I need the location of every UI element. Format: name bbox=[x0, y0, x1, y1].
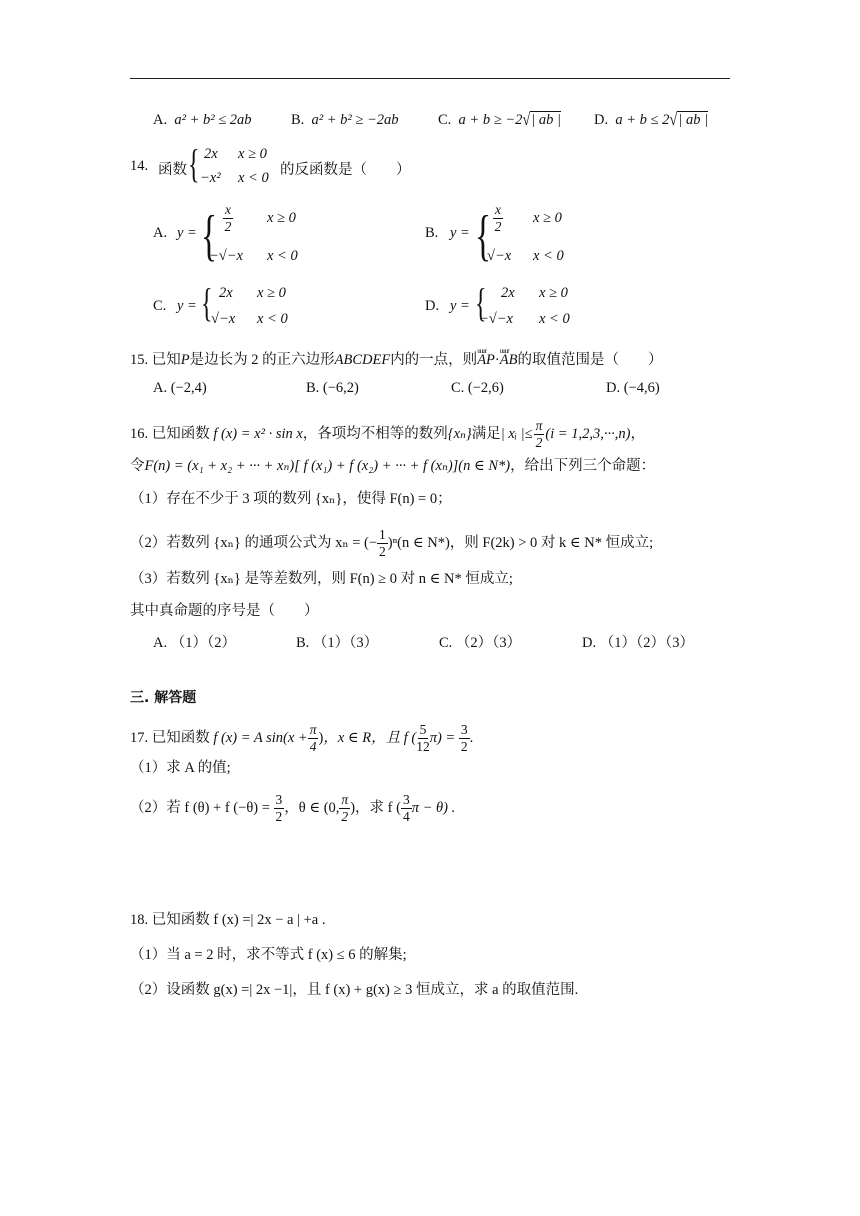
q17-stem: 17. 已知函数 f (x) = A sin(x + $\frac{\pi}{4}$ )，x ∈ R，且 f ( $\frac{5}{12}$ π) = $\frac{3}{2}$ . bbox=[130, 722, 474, 754]
q15-option-c: C. (−2,6) bbox=[451, 380, 504, 396]
q14-option-a: A. y = { $\frac{x}{2}$ x ≥ 0 −√−x x < 0 bbox=[153, 202, 298, 267]
q14-option-c: C. y = { 2x x ≥ 0 √−x x < 0 bbox=[153, 280, 288, 327]
q18-subquestion-1: （1）当 a = 2 时，求不等式 f (x) ≤ 6 的解集; bbox=[130, 947, 407, 963]
q16-option-b: B. （1）（3） bbox=[296, 635, 379, 651]
section-title: 三. 解答题 bbox=[130, 690, 197, 706]
q13-option-b: B. a² + b² ≥ −2ab bbox=[291, 112, 399, 128]
q17-subquestion-1: （1）求 A 的值; bbox=[130, 760, 231, 776]
q18-subquestion-2: （2）设函数 g(x) =| 2x −1|，且 f (x) + g(x) ≥ 3 恒成立，求 a 的取值范围. bbox=[130, 982, 579, 998]
q14-stem: 14. 函数 { 2x x ≥ 0 −x² x < 0 的反函数是（ ） bbox=[130, 141, 411, 186]
q16-option-d: D. （1）（2）（3） bbox=[582, 635, 694, 651]
q16-line-1: 16. 已知函数 f (x) = x² · sin x，各项均不相等的数列{xₙ}满足| xᵢ |≤ $\frac{\pi}{2}$ (i = 1,2,3,···,n)， bbox=[130, 418, 646, 450]
q15-option-b: B. (−6,2) bbox=[306, 380, 359, 396]
q15-stem: 15. 已知P是边长为 2 的正六边形ABCDEF内的一点，则uuur AP·uuur AB的取值范围是（ ） bbox=[130, 350, 662, 370]
q16-line-2: 令F(n) = (x₁ + x₂ + ··· + xₙ)[ f (x₁) + f (x₂) + ··· + f (xₙ)](n ∈ N*)，给出下列三个命题： bbox=[130, 458, 656, 474]
q16-proposition-2: （2）若数列 {xₙ} 的通项公式为 xₙ = (− $\frac{1}{2}$ )ⁿ(n ∈ N*)，则 F(2k) > 0 对 k ∈ N* 恒成立; bbox=[130, 527, 654, 559]
q16-option-c: C. （2）（3） bbox=[439, 635, 522, 651]
q14-option-b: B. y = { $\frac{x}{2}$ x ≥ 0 √−x x < 0 bbox=[425, 202, 564, 267]
q13-option-c: C. a + b ≥ −2√| ab | bbox=[438, 110, 562, 130]
q18-stem: 18. 已知函数 f (x) =| 2x − a | +a . bbox=[130, 912, 326, 928]
q16-proposition-1: （1）存在不少于 3 项的数列 {xₙ}，使得 F(n) = 0； bbox=[130, 491, 452, 507]
header-rule bbox=[130, 78, 730, 79]
q15-option-d: D. (−4,6) bbox=[606, 380, 660, 396]
q13-option-d: D. a + b ≤ 2√| ab | bbox=[594, 110, 709, 130]
q16-option-a: A. （1）（2） bbox=[153, 635, 236, 651]
q13-option-a: A. a² + b² ≤ 2ab bbox=[153, 112, 252, 128]
q14-option-d: D. y = { 2x x ≥ 0 −√−x x < 0 bbox=[425, 280, 570, 327]
q17-subquestion-2: （2）若 f (θ) + f (−θ) = $\frac{3}{2}$ ，θ ∈ (0, $\frac{\pi}{2}$ )，求 f ( $\frac{3}{4}$ π − θ) . bbox=[130, 792, 456, 824]
q16-question: 其中真命题的序号是（ ） bbox=[130, 603, 319, 619]
q16-proposition-3: （3）若数列 {xₙ} 是等差数列，则 F(n) ≥ 0 对 n ∈ N* 恒成立; bbox=[130, 571, 513, 587]
q15-option-a: A. (−2,4) bbox=[153, 380, 207, 396]
